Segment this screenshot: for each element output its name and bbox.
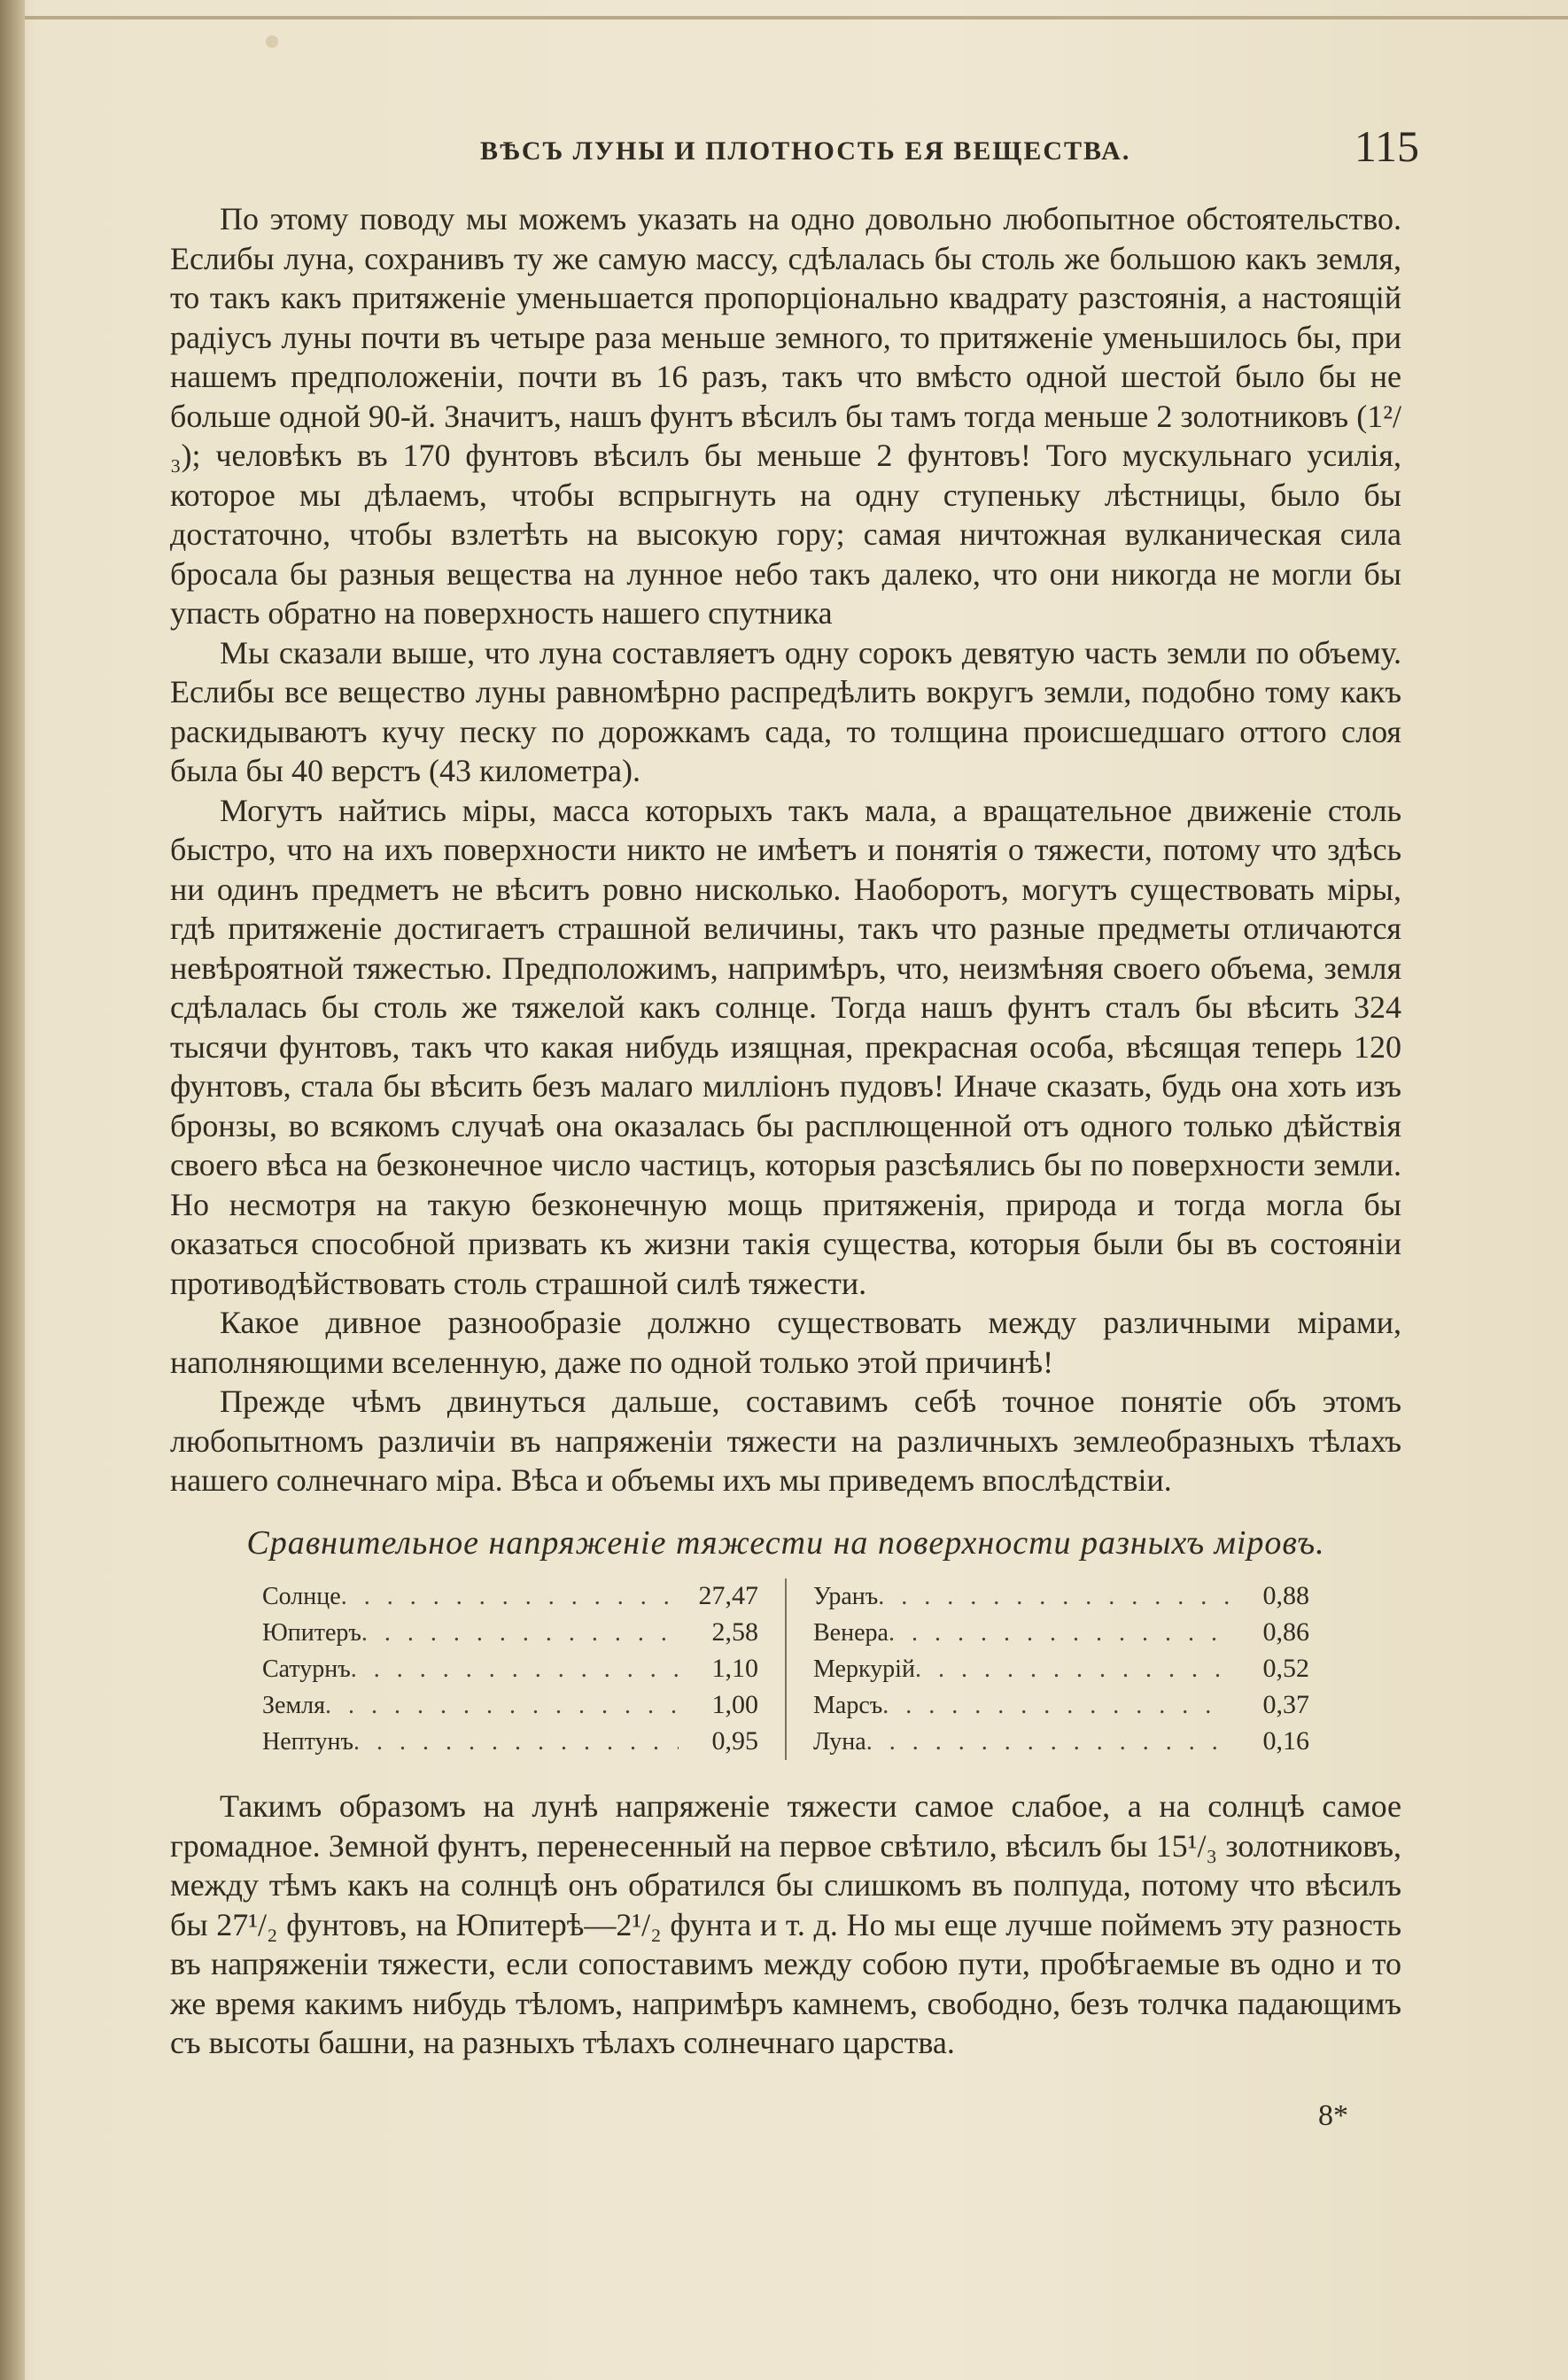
table-row <box>262 1615 758 1651</box>
planet-name: Марсъ <box>813 1692 883 1719</box>
running-title: ВѢСЪ ЛУНЫ И ПЛОТНОСТЬ ЕЯ ВЕЩЕСТВА. <box>480 136 1131 166</box>
table-row <box>813 1615 1309 1651</box>
leader-dots <box>866 1725 1230 1760</box>
table-row <box>262 1651 758 1687</box>
planet-name: Луна <box>813 1728 866 1756</box>
paper-stain <box>266 35 278 48</box>
table-row <box>262 1578 758 1615</box>
planet-name: Нептунъ <box>262 1728 353 1756</box>
planet-name: Венера <box>813 1619 889 1647</box>
planet-name: Юпитеръ <box>262 1619 361 1647</box>
gravity-value: 0,37 <box>1262 1690 1309 1719</box>
table-row <box>813 1724 1309 1760</box>
leader-dots <box>325 1688 679 1724</box>
gravity-value: 0,95 <box>711 1726 758 1756</box>
table-right-column <box>787 1578 1309 1760</box>
leader-dots <box>878 1579 1230 1615</box>
leader-dots <box>341 1579 679 1615</box>
table-row <box>813 1687 1309 1724</box>
gravity-value: 27,47 <box>698 1581 758 1610</box>
paragraph: По этому поводу мы можемъ указать на одно довольно любопытное обстоятельство. Еслибы луна, сохранивъ ту же самую массу, сдѣлалась бы столь же большою какъ земля, то такъ какъ притяженіе уменьшается пропорціонально квадрату разстоянія, а настоящій радіусъ луны почти въ четыре раза меньше земного, то притяженіе уменьшилось бы, при нашемъ предположеніи, почти въ 16 разъ, такъ что вмѣсто одной шестой было бы не больше одной 90-й. Значитъ, нашъ фунтъ вѣсилъ бы тамъ тогда меньше 2 золотниковъ (1²/₃); человѣкъ въ 170 фунтовъ вѣсилъ бы меньше 2 фунтовъ! Того мускульнаго усилія, которое мы дѣлаемъ, чтобы вспрыгнуть на одну ступеньку лѣстницы, было бы достаточно, чтобы взлетѣть на высокую гору; самая ничтожная вулканическая сила бросала бы разныя вещества на лунное небо такъ далеко, что они никогда не могли бы упасть обратно на поверхность нашего спутника <box>170 201 1401 631</box>
paragraph: Могутъ найтись міры, масса которыхъ такъ мала, а вращательное движеніе столь быстро, что на ихъ поверхности никто не имѣетъ и понятія о тяжести, потому что здѣсь ни одинъ предметъ не вѣситъ ровно нисколько. Наоборотъ, могутъ существовать міры, гдѣ притяженіе достигаетъ страшной величины, такъ что разные предметы отличаются невѣроятной тяжестью. Предположимъ, напримѣръ, что, неизмѣняя своего объема, земля сдѣлалась бы столь же тяжелой какъ солнце. Тогда нашъ фунтъ сталъ бы вѣсить 324 тысячи фунтовъ, такъ что какая нибудь изящная, прекрасная особа, вѣсящая теперь 120 фунтовъ, стала бы вѣсить безъ малаго милліонъ пудовъ! Иначе сказать, будь она хоть изъ бронзы, во всякомъ случаѣ она оказалась бы расплющенной отъ одного только дѣйствія своего вѣса на безконечное число частицъ, которыя разсѣялись бы по поверхности земли. Но несмотря на такую безконечную мощь притяженія, природа и тогда могла бы оказаться способной призвать къ жизни такія существа, которыя были бы въ состояніи противодѣйствовать столь страшной силѣ тяжести. <box>170 792 1401 1301</box>
running-head <box>170 120 1419 174</box>
gravity-table <box>170 1578 1401 1760</box>
planet-name: Земля <box>262 1692 326 1719</box>
page-top-edge <box>25 16 1568 19</box>
gravity-value: 0,86 <box>1262 1617 1309 1647</box>
paragraph: Мы сказали выше, что луна составляетъ одну сорокъ девятую часть земли по объему. Еслибы все вещество луны равномѣрно распредѣлить вокругъ земли, подобно тому какъ раскидываютъ кучу песку по дорожкамъ сада, то толщина происшедшаго оттого слоя была бы 40 верстъ (43 километра). <box>170 634 1401 788</box>
binding-edge <box>0 0 25 2380</box>
leader-dots <box>889 1616 1230 1651</box>
leader-dots <box>915 1652 1230 1687</box>
table-row <box>262 1724 758 1760</box>
signature-mark: 8* <box>1318 2099 1348 2132</box>
table-title: Сравнительное напряженіе тяжести на поверхности разныхъ міровъ. <box>246 1523 1325 1562</box>
leader-dots <box>882 1688 1230 1724</box>
leader-dots <box>361 1616 679 1651</box>
gravity-value: 0,88 <box>1262 1581 1309 1610</box>
gravity-value: 1,00 <box>711 1690 758 1719</box>
closing-paragraph: Такимъ образомъ на лунѣ напряженіе тяжести самое слабое, а на солнцѣ самое громадное. Земной фунтъ, перенесенный на первое свѣтило, вѣсилъ бы 15¹/₃ золотниковъ, между тѣмъ какъ на солнцѣ онъ обратился бы слишкомъ въ полпуда, потому что вѣсилъ бы 27¹/₂ фунтовъ, на Юпитерѣ—2¹/₂ фунта и т. д. Но мы еще лучше поймемъ эту разность въ напряженіи тяжести, если сопоставимъ между собою пути, пробѣгаемые въ одно и то же время какимъ нибудь тѣломъ, напримѣръ камнемъ, свободно, безъ толчка падающимъ съ высоты башни, на разныхъ тѣлахъ солнечнаго царства. <box>170 1788 1401 2060</box>
table-row <box>813 1651 1309 1687</box>
leader-dots <box>351 1652 679 1687</box>
table-left-column <box>262 1578 787 1760</box>
paragraph: Прежде чѣмъ двинуться дальше, составимъ себѣ точное понятіе объ этомъ любопытномъ различіи въ напряженіи тяжести на различныхъ землеобразныхъ тѣлахъ нашего солнечнаго міра. Вѣса и объемы ихъ мы приведемъ впослѣдствіи. <box>170 1384 1401 1498</box>
table-row <box>813 1578 1309 1615</box>
paragraph: Какое дивное разнообразіе должно существовать между различными мірами, наполняющими вселенную, даже по одной только этой причинѣ! <box>170 1305 1401 1380</box>
body-text <box>170 199 1401 2063</box>
leader-dots <box>353 1725 679 1760</box>
planet-name: Солнце <box>262 1583 341 1610</box>
gravity-value: 1,10 <box>711 1654 758 1683</box>
gravity-value: 2,58 <box>711 1617 758 1647</box>
page-number: 115 <box>1354 121 1419 171</box>
gravity-value: 0,16 <box>1262 1726 1309 1756</box>
planet-name: Меркурій <box>813 1655 915 1683</box>
planet-name: Сатурнъ <box>262 1655 351 1683</box>
table-row <box>262 1687 758 1724</box>
gravity-value: 0,52 <box>1262 1654 1309 1683</box>
planet-name: Уранъ <box>813 1583 879 1610</box>
